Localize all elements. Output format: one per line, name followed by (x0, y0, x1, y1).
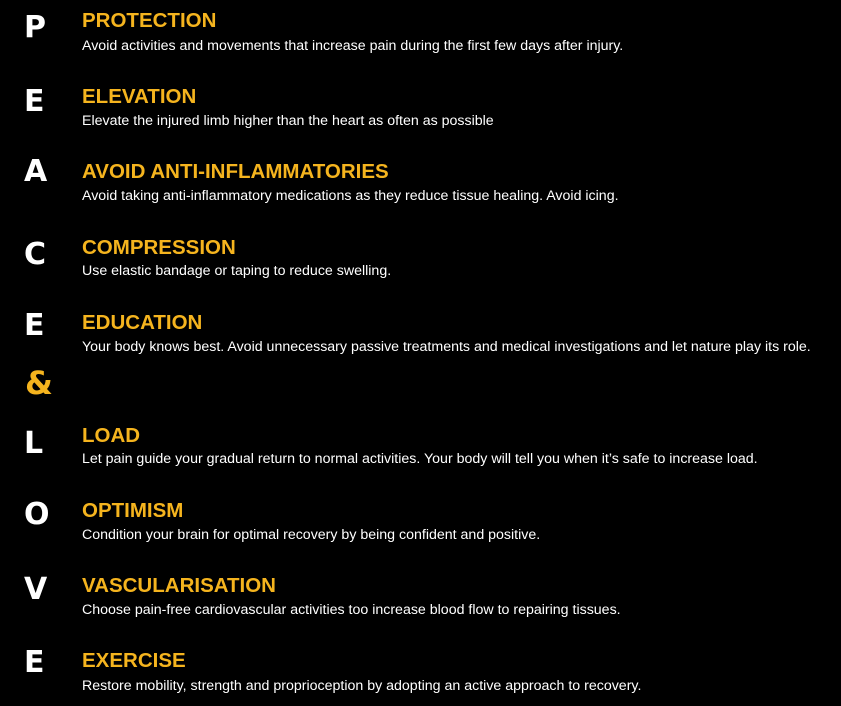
item-description: Your body knows best. Avoid unnecessary passive treatments and medical investigations and let nature play its role. (82, 339, 811, 355)
acronym-letter: A (24, 154, 48, 189)
item-description: Use elastic bandage or taping to reduce swelling. (82, 263, 392, 279)
item-title: LOAD (82, 424, 141, 447)
acronym-letter: P (24, 10, 46, 45)
item-description: Elevate the injured limb higher than the heart as often as possible (82, 113, 494, 129)
item-description: Restore mobility, strength and proprioception by adopting an active approach to recovery. (82, 678, 642, 694)
item-title: COMPRESSION (82, 236, 236, 259)
item-title: ELEVATION (82, 85, 197, 108)
item-description: Let pain guide your gradual return to normal activities. Your body will tell you when it’s safe to increase load. (82, 451, 758, 467)
item-title: VASCULARISATION (82, 574, 276, 597)
item-title: PROTECTION (82, 9, 217, 32)
acronym-letter: E (24, 645, 45, 680)
acronym-letter: C (24, 237, 47, 272)
item-description: Avoid activities and movements that increase pain during the first few days after injury. (82, 38, 624, 54)
item-description: Choose pain-free cardiovascular activities too increase blood flow to repairing tissues. (82, 602, 621, 618)
acronym-letter: L (24, 426, 44, 461)
item-description: Avoid taking anti-inflammatory medications as they reduce tissue healing. Avoid icing. (82, 188, 619, 204)
item-title: EXERCISE (82, 649, 186, 672)
item-title: AVOID ANTI-INFLAMMATORIES (82, 160, 389, 183)
item-description: Condition your brain for optimal recovery by being confident and positive. (82, 527, 541, 543)
acronym-letter: O (24, 497, 50, 532)
item-title: OPTIMISM (82, 499, 184, 522)
item-title: EDUCATION (82, 311, 203, 334)
acronym-letter: E (24, 308, 45, 343)
ampersand-symbol: & (25, 364, 53, 402)
acronym-letter: E (24, 84, 45, 119)
acronym-letter: V (24, 572, 48, 607)
